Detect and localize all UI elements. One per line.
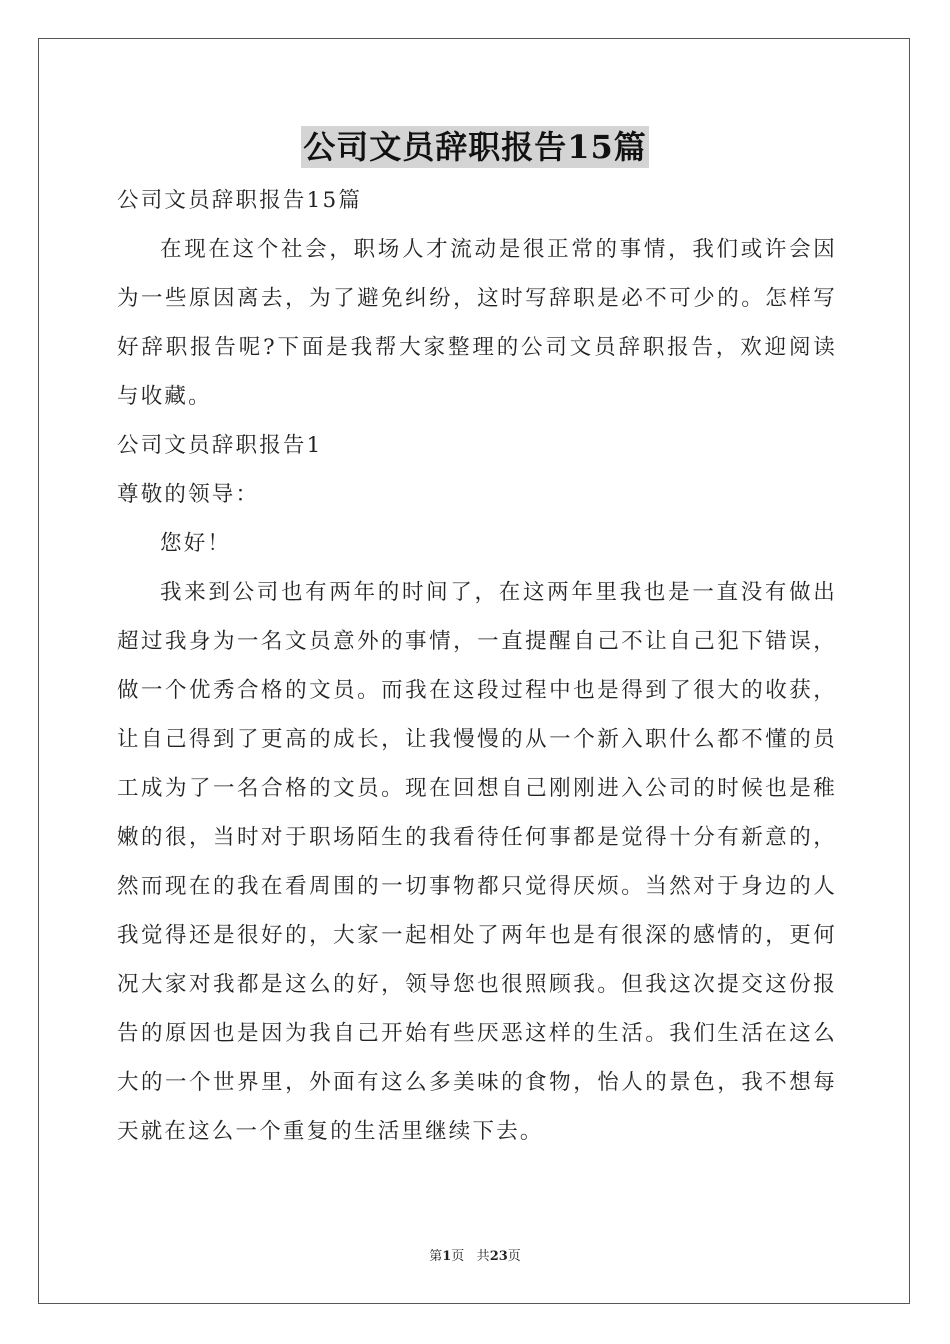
subtitle-paragraph: 公司文员辞职报告15篇	[117, 188, 363, 213]
body-paragraph: 我来到公司也有两年的时间了，在这两年里我也是一直没有做出超过我身为一名文员意外的事情，一直提醒自己不让自己犯下错误，做一个优秀合格的文员。而我在这段过程中也是得到了很大的收获，让自己得到了更高的成长，让我慢慢的从一个新入职什么都不懂的员工成为了一名合格的文员。现在回想自己刚刚进入公司的时候也是稚嫩的很，当时对于职场陌生的我看待任何事都是觉得十分有新意的，然而现在的我在看周围的一切事物都只觉得厌烦。当然对于身边的人我觉得还是很好的，大家一起相处了两年也是有很深的感情的，更何况大家对我都是这么的好，领导您也很照顾我。但我这次提交这份报告的原因也是因为我自己开始有些厌恶这样的生活。我们生活在这么大的一个世界里，外面有这么多美味的食物，怡人的景色，我不想每天就在这么一个重复的生活里继续下去。	[117, 580, 837, 1144]
footer-page-number: 1	[442, 1249, 452, 1264]
footer-prefix: 第	[429, 1249, 443, 1264]
section-heading: 公司文员辞职报告1	[117, 433, 323, 458]
document-body	[117, 176, 837, 1156]
footer-total-suffix: 页	[507, 1249, 521, 1264]
footer-total-pages: 23	[489, 1249, 508, 1264]
title-container	[0, 126, 950, 168]
footer-total-prefix: 共	[476, 1249, 490, 1264]
salutation: 尊敬的领导：	[117, 482, 260, 507]
page-footer	[0, 1245, 950, 1264]
document-title: 公司文员辞职报告15篇	[303, 128, 647, 166]
intro-paragraph: 在现在这个社会，职场人才流动是很正常的事情，我们或许会因为一些原因离去，为了避免纠纷，这时写辞职是必不可少的。怎样写好辞职报告呢?下面是我帮大家整理的公司文员辞职报告，欢迎阅读与收藏。	[117, 237, 837, 409]
footer-page-suffix: 页	[451, 1249, 465, 1264]
greeting: 您好！	[160, 531, 232, 556]
